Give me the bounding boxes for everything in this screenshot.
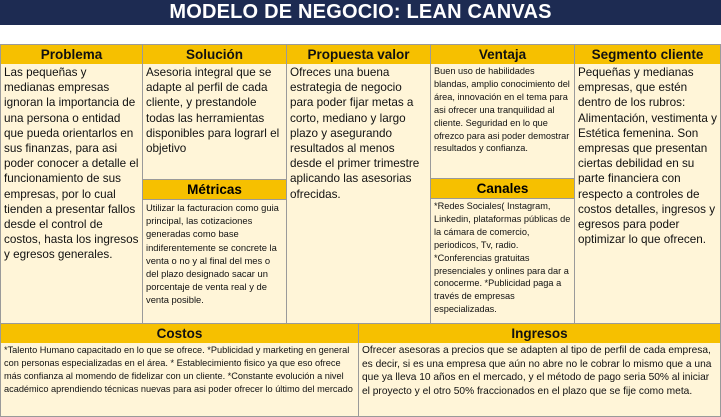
ventaja-header: Ventaja [431,45,574,64]
metricas-header: Métricas [143,179,286,200]
metricas-text: Utilizar la facturacion como guia principal, las cotizaciones generadas como base indiferentemente se concrete la venta o no y al final del mes o del plazo designado sacar un porcentaje de venta real y de venta posible. [143,200,286,308]
problema-header: Problema [1,45,142,64]
segmento-text: Pequeñas y medianas empresas, que estén dentro de los rubros: Alimentación, vestimenta y Estética femenina. Son empresas que presentan ciertas debilidad en su parte financiera con respecto a controles de costos detalles, ingresos y egresos para poder optimizar lo que ofrecen. [575,64,720,324]
costos-text: *Talento Humano capacitado en lo que se ofrece. *Publicidad y marketing en general con personas especializadas en el área. * Establecimiento fisico ya que eso ofrece más confianza al momendo de fidelizar con un cliente. *Constante evolución a nivel académico aprendiendo técnicas nuevas para asi poder ofrecer lo último del mercado [1,343,358,417]
problema-block [0,44,143,324]
propuesta-block [286,44,431,324]
canales-text: *Redes Sociales( Instagram, Linkedin, plataformas públicas de la cámara de comercio, periodicos, Tv, radio. *Conferencias gratuitas presenciales y onlines para dar a conocerme. *Publicidad paga a través de empresas especializadas. [431,199,574,317]
costos-header: Costos [1,324,358,343]
propuesta-text: Ofreces una buena estrategia de negocio para poder fijar metas a corto, mediano y largo plazo y asegurando resultados al menos desde el primer trimestre aplicando las asesorias ofrecidas. [287,64,430,324]
canvas-title: MODELO DE NEGOCIO: LEAN CANVAS [0,0,721,25]
ventaja-block [430,44,575,324]
costos-block [0,323,359,417]
solucion-block [142,44,287,324]
spacer-row [0,25,721,44]
segmento-header: Segmento cliente [575,45,720,64]
segmento-block [574,44,721,324]
solucion-header: Solución [143,45,286,64]
ingresos-text: Ofrecer asesoras a precios que se adapten al tipo de perfil de cada empresa, es decir, si es una empresa que aún no abre no le cobrar lo mismo que a una que ya lleva 10 años en el mercado, y el método de pago seria 50% al iniciar el proyecto y el otro 50% fraccionados en el plazo que se fije como meta. [359,343,720,417]
ingresos-header: Ingresos [359,324,720,343]
ingresos-block [358,323,721,417]
solucion-text: Asesoria integral que se adapte al perfil de cada cliente, y prestandole todas las herramientas disponibles para lograrl el objetivo [143,64,286,179]
propuesta-header: Propuesta valor [287,45,430,64]
problema-text: Las pequeñas y medianas empresas ignoran la importancia de una persona o entidad que pueda orientarlos en sus finanzas, para asi poder conocer a detalle el funcionamiento de sus empresas, por lo cual tienden a presentar fallos desde el control de costos, hasta los ingresos y egresos generales. [1,64,142,324]
canales-header: Canales [431,178,574,199]
ventaja-text: Buen uso de habilidades blandas, amplio conocimiento del área, innovación en el tema para asi ofrecer una tranquilidad al cliente. Seguridad en lo que ofrezco para asi poder demostrar resultados y confianza. [431,64,574,178]
